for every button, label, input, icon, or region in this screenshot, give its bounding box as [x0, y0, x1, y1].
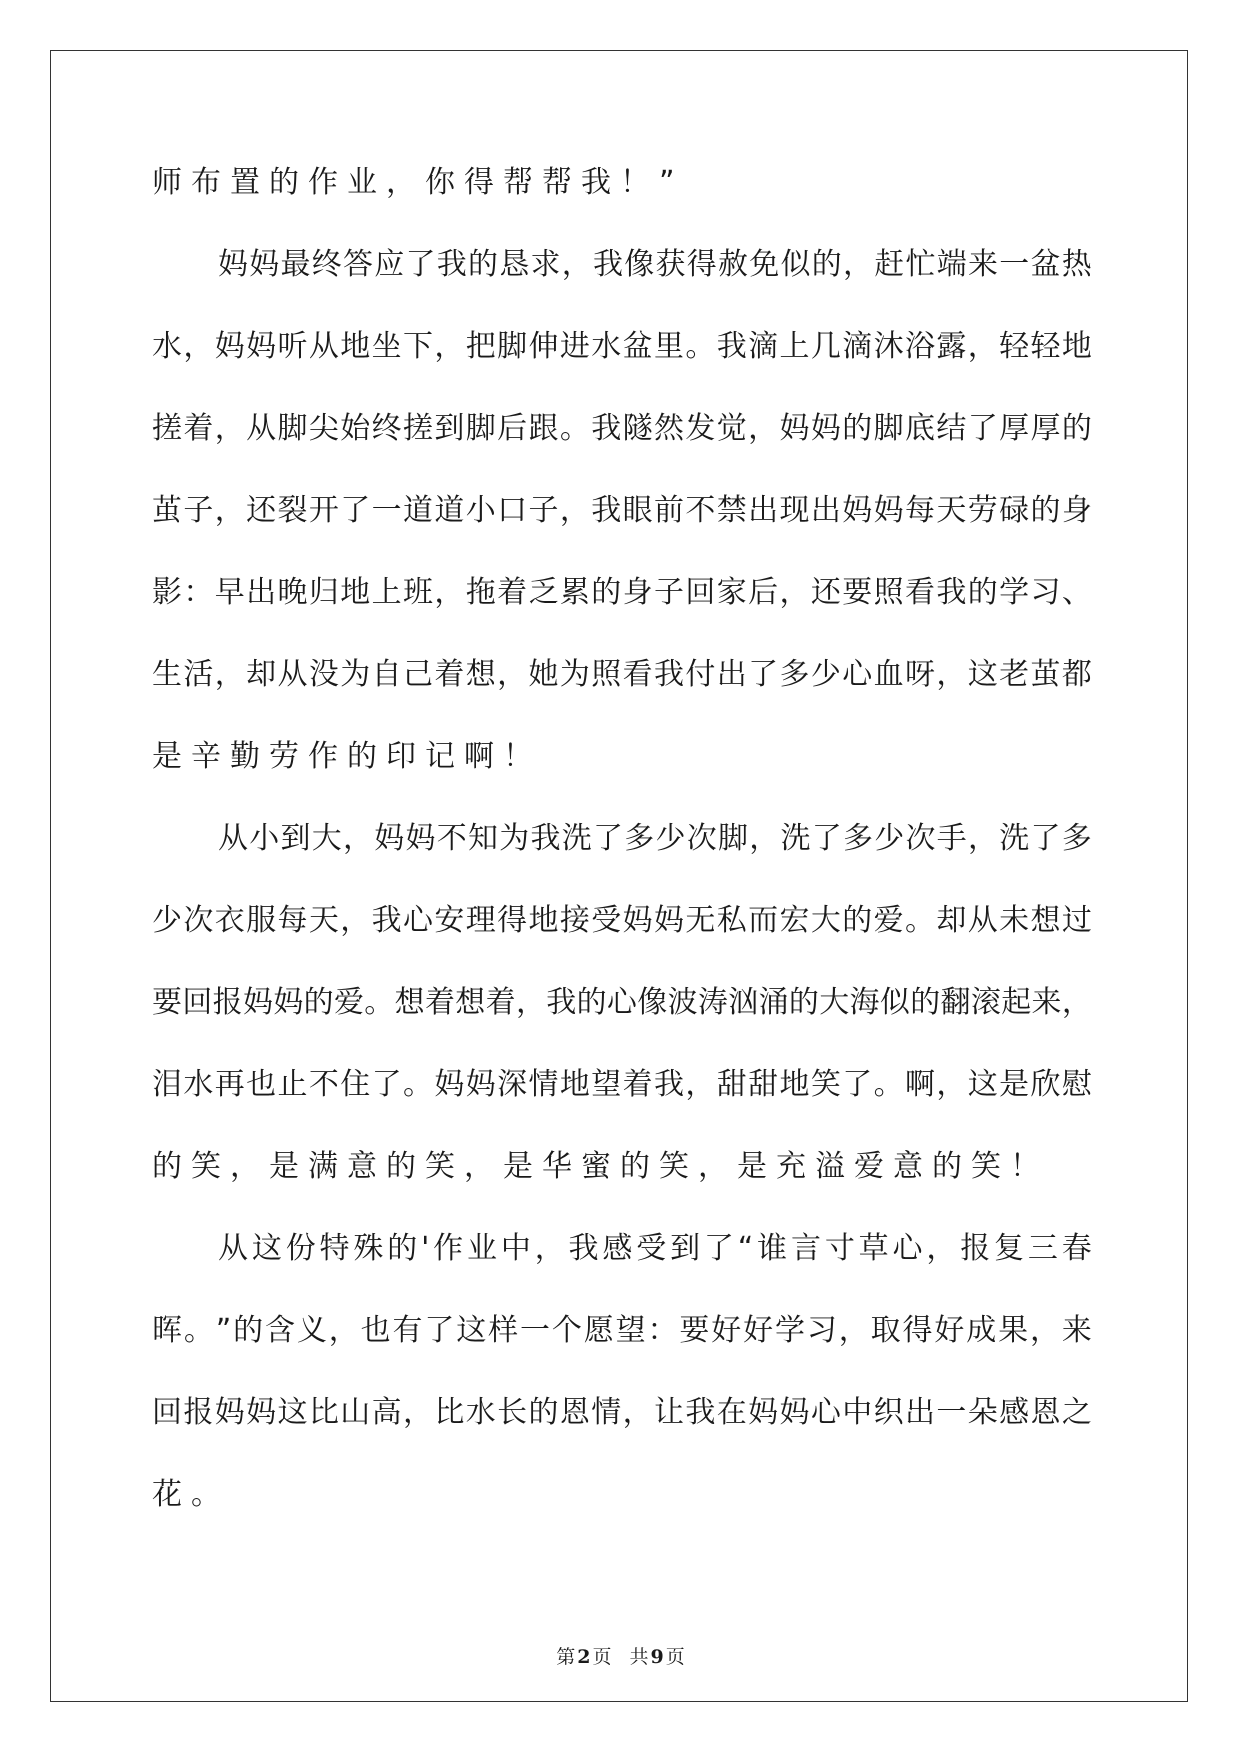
text-line: 泪 水 再 也 止 不 住 了 。 妈 妈 深 情 地 望 着 我 ， 甜 甜 地 笑 了 。 啊 ， 这 是 欣 慰 — [152, 1067, 1092, 1102]
text-line — [152, 1147, 1092, 1229]
text-line-content: 的笑，是满意的笑，是华蜜的笑，是充溢爱意的笑！ — [152, 1149, 1049, 1184]
text-line: 茧 子 ， 还 裂 开 了 一 道 道 小 口 子 ， 我 眼 前 不 禁 出 现 出 妈 妈 每 天 劳 碌 的 身 — [152, 493, 1092, 528]
text-line: 从 这 份 特 殊 的 ' 作 业 中 ， 我 感 受 到 了 “ 谁 言 寸 草 心 ， 报 复 三 春 — [218, 1231, 1092, 1266]
page-footer — [0, 1642, 1241, 1669]
total-pages-number: 9 — [650, 1646, 664, 1668]
text-line-content: 是辛勤劳作的印记啊！ — [152, 739, 542, 774]
text-line — [152, 1475, 1092, 1557]
text-line: 从 小 到 大 ， 妈 妈 不 知 为 我 洗 了 多 少 次 脚 ， 洗 了 多 少 次 手 ， 洗 了 多 — [218, 821, 1092, 856]
text-line: 生 活 ， 却 从 没 为 自 己 着 想 ， 她 为 照 看 我 付 出 了 多 少 心 血 呀 ， 这 老 茧 都 — [152, 657, 1092, 692]
text-line: 影 ： 早 出 晚 归 地 上 班 ， 拖 着 乏 累 的 身 子 回 家 后 ， 还 要 照 看 我 的 学 习 、 — [152, 575, 1092, 610]
document-body — [152, 163, 1092, 1557]
text-line: 搓 着 ， 从 脚 尖 始 终 搓 到 脚 后 跟 。 我 隧 然 发 觉 ， 妈 妈 的 脚 底 结 了 厚 厚 的 — [152, 411, 1092, 446]
text-line: 妈 妈 最 终 答 应 了 我 的 恳 求 ， 我 像 获 得 赦 免 似 的 ， 赶 忙 端 来 一 盆 热 — [218, 247, 1092, 282]
footer-prefix: 第 — [556, 1646, 576, 1668]
text-line: 回 报 妈 妈 这 比 山 高 ， 比 水 长 的 恩 情 ， 让 我 在 妈 妈 心 中 织 出 一 朵 感 恩 之 — [152, 1395, 1092, 1430]
text-line: 少 次 衣 服 每 天 ， 我 心 安 理 得 地 接 受 妈 妈 无 私 而 宏 大 的 爱 。 却 从 未 想 过 — [152, 903, 1092, 938]
text-line: 晖 。 ” 的 含 义 ， 也 有 了 这 样 一 个 愿 望 ： 要 好 好 学 习 ， 取 得 好 成 果 ， 来 — [152, 1313, 1092, 1348]
footer-total-suffix: 页 — [665, 1646, 685, 1668]
text-line-content: 师布置的作业，你得帮帮我！” — [152, 165, 684, 200]
current-page-number: 2 — [577, 1646, 591, 1668]
text-line — [152, 737, 1092, 819]
footer-page-suffix: 页 — [592, 1646, 612, 1668]
text-line: 要 回 报 妈 妈 的 爱 。 想 着 想 着 ， 我 的 心 像 波 涛 汹 涌 的 大 海 似 的 翻 滚 起 来 ， — [152, 985, 1092, 1020]
text-line — [152, 163, 1092, 245]
text-line-content: 花。 — [152, 1477, 230, 1512]
text-line: 水 ， 妈 妈 听 从 地 坐 下 ， 把 脚 伸 进 水 盆 里 。 我 滴 上 几 滴 沐 浴 露 ， 轻 轻 地 — [152, 329, 1092, 364]
footer-total-prefix: 共 — [629, 1646, 649, 1668]
